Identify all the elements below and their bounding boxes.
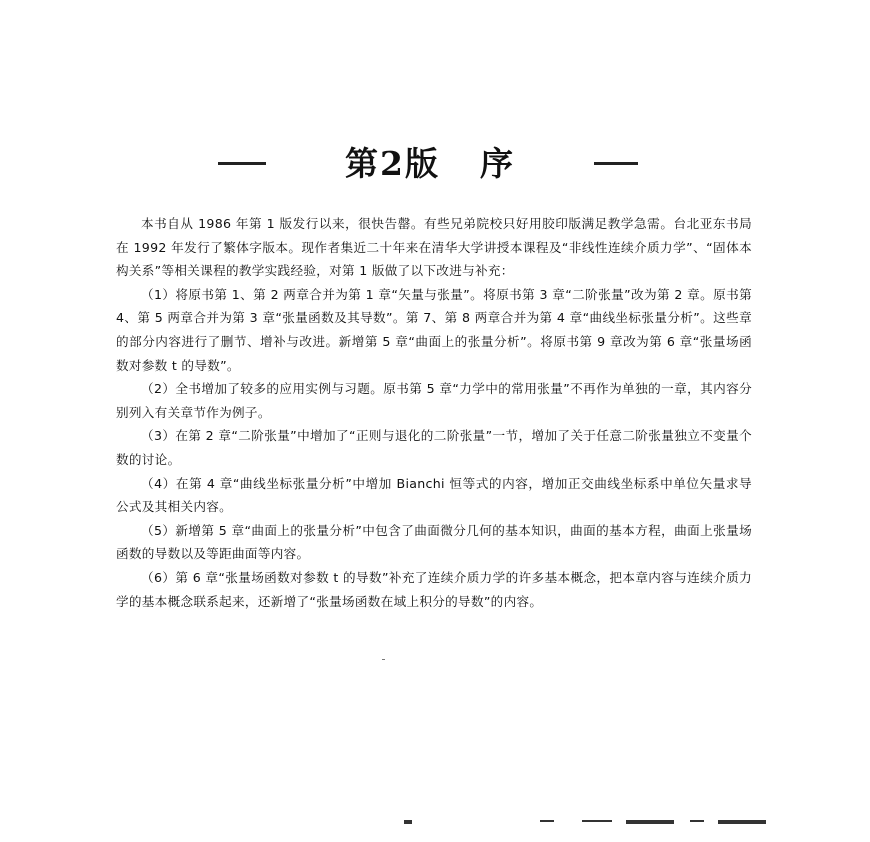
title-preface: 序 xyxy=(479,144,515,183)
paragraph-item-4: （4）在第 4 章“曲线坐标张量分析”中增加 Bianchi 恒等式的内容，增加正交曲线坐标系中单位矢量求导公式及其相关内容。 xyxy=(116,475,752,515)
title-edition: 第2版 xyxy=(345,144,440,183)
scan-speck xyxy=(404,820,412,824)
paragraph-item-1: （1）将原书第 1、第 2 两章合并为第 1 章“矢量与张量”。将原书第 3 章“二阶张量”改为第 2 章。原书第 4、第 5 两章合并为第 3 章“张量函数及其导数”。第 7、第 8 两章合并为第 4 章“曲线坐标张量分析”。这些章的部分内容进行了删节、增补与改进。新增第 5 章“曲面上的张量分析”。将原书第 9 章改为第 6 章“张量场函数对参数 t 的导数”。 xyxy=(116,286,752,373)
scan-speck xyxy=(718,820,766,824)
scan-speck xyxy=(540,820,554,822)
paragraph-item-3: （3）在第 2 章“二阶张量”中增加了“正则与退化的二阶张量”一节，增加了关于任意二阶张量独立不变量个数的讨论。 xyxy=(116,428,752,467)
paragraph-item-2: （2）全书增加了较多的应用实例与习题。原书第 5 章“力学中的常用张量”不再作为单独的一章，其内容分别列入有关章节作为例子。 xyxy=(116,381,752,420)
paragraph-intro: 本书自从 1986 年第 1 版发行以来，很快告罄。有些兄弟院校只好用胶印版满足教学急需。台北亚东书局在 1992 年发行了繁体字版本。现作者集近二十年来在清华大学讲授本课程及“非线性连续介质力学”、“固体本构关系”等相关课程的教学实践经验，对第 1 版做了以下改进与补充： xyxy=(116,216,752,279)
scan-speck xyxy=(690,820,704,822)
paragraph-item-6: （6）第 6 章“张量场函数对参数 t 的导数”补充了连续介质力学的许多基本概念，把本章内容与连续介质力学的基本概念联系起来，还新增了“张量场函数在域上积分的导数”的内容。 xyxy=(116,569,752,609)
page-title xyxy=(300,138,560,185)
title-rule-left xyxy=(218,162,266,165)
scan-speck xyxy=(626,820,674,824)
title-row xyxy=(0,138,870,186)
preface-body xyxy=(116,212,752,613)
bottom-scan-artifacts xyxy=(400,818,780,828)
title-rule-right xyxy=(594,162,638,165)
paragraph-item-5: （5）新增第 5 章“曲面上的张量分析”中包含了曲面微分几何的基本知识，曲面的基本方程，曲面上张量场函数的导数以及等距曲面等内容。 xyxy=(116,522,752,562)
scan-speck xyxy=(582,820,612,822)
scan-speck xyxy=(382,659,385,660)
